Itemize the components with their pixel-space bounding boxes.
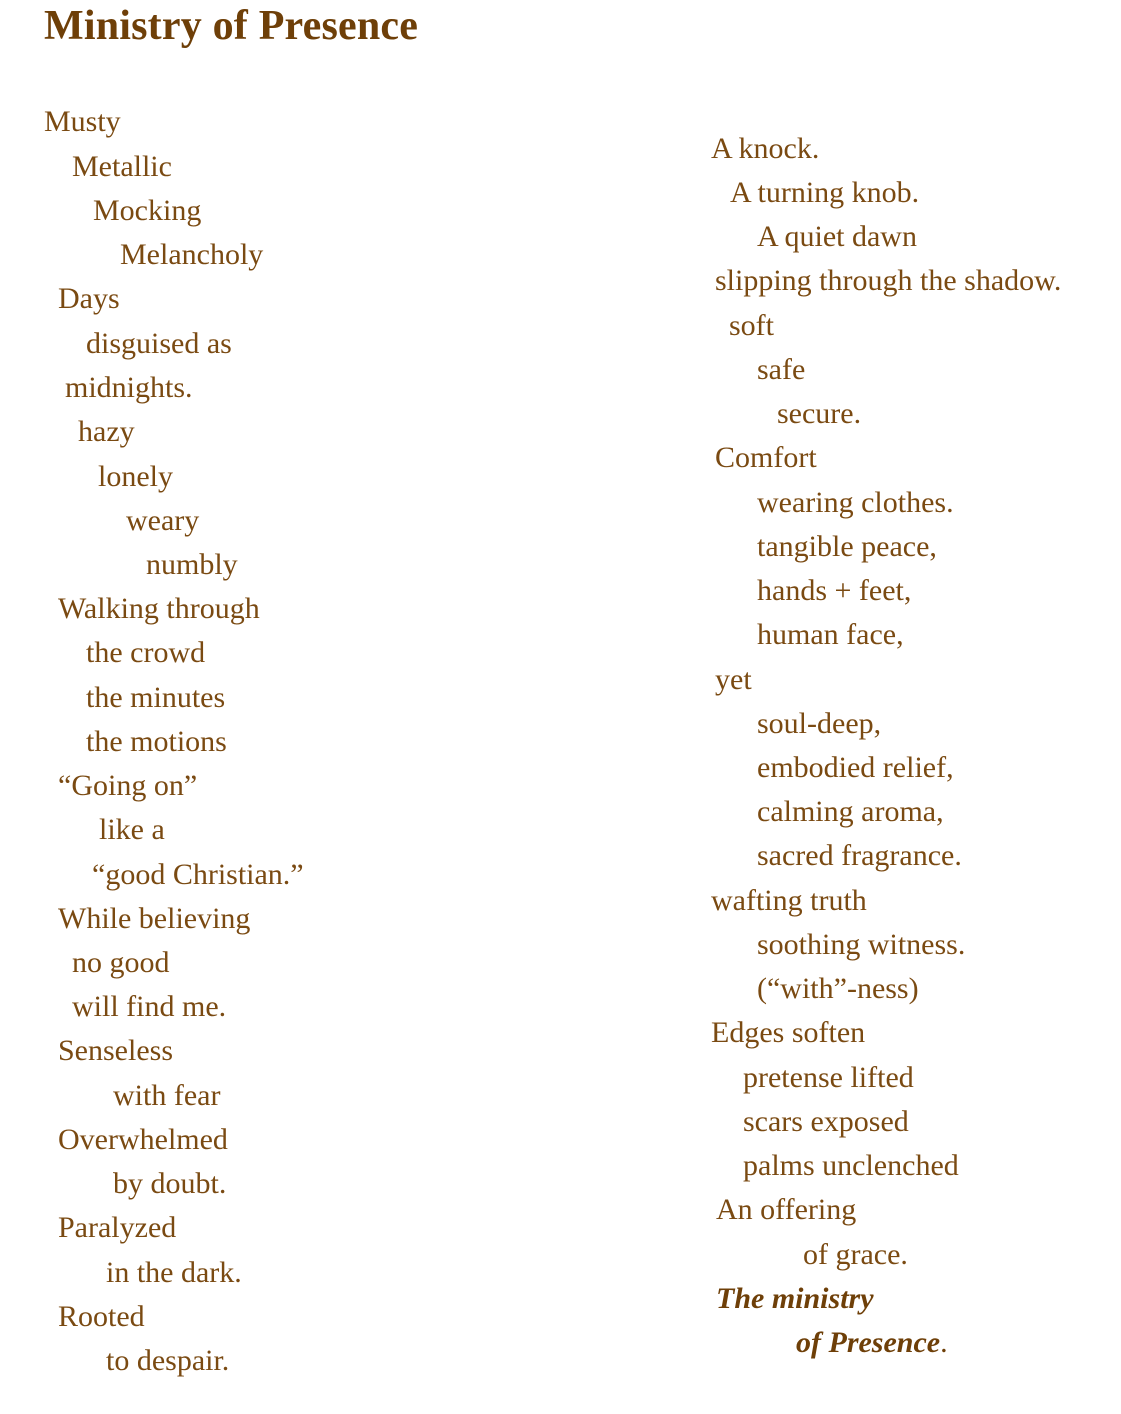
poem-line: soft — [729, 309, 774, 342]
poem-line: weary — [126, 504, 200, 537]
poem-line: (“with”-ness) — [757, 972, 919, 1005]
poem-line: Musty — [44, 105, 121, 138]
poem-line: wearing clothes. — [757, 486, 954, 519]
poem-line: by doubt. — [113, 1167, 227, 1200]
poem-line: like a — [99, 813, 165, 846]
poem-line: numbly — [146, 548, 238, 581]
poem-line: in the dark. — [106, 1256, 242, 1289]
poem-line: secure. — [777, 397, 862, 430]
poem-line: Melancholy — [120, 238, 264, 271]
poem-line: calming aroma, — [757, 795, 944, 828]
poem-line: Edges soften — [711, 1016, 866, 1049]
poem-line: the motions — [86, 725, 227, 758]
poem-line: slipping through the shadow. — [715, 264, 1062, 297]
poem-closing-period: . — [940, 1326, 948, 1359]
poem-line: no good — [72, 946, 170, 979]
poem-line: Senseless — [58, 1034, 173, 1067]
poem-line: wafting truth — [711, 884, 867, 917]
poem-line: scars exposed — [743, 1105, 909, 1138]
poem-line: “good Christian.” — [92, 858, 304, 891]
poem-line: Mocking — [93, 194, 202, 227]
poem-closing-emphasis: of Presence — [796, 1326, 941, 1359]
poem-line: safe — [757, 353, 806, 386]
poem-closing-line-2 — [796, 1325, 948, 1361]
poem-line: tangible peace, — [757, 530, 937, 563]
poem-line: hands + feet, — [757, 574, 912, 607]
poem-closing-line-1: The ministry — [716, 1282, 874, 1315]
poem-line: While believing — [58, 902, 251, 935]
poem-line: A quiet dawn — [757, 220, 917, 253]
poem-line: Metallic — [72, 150, 172, 183]
poem-line: An offering — [716, 1193, 857, 1226]
poem-line: palms unclenched — [743, 1149, 959, 1182]
poem-line: will find me. — [72, 990, 227, 1023]
poem-line: Walking through — [58, 592, 260, 625]
poem-line: “Going on” — [58, 769, 198, 802]
poem-line: lonely — [98, 460, 173, 493]
poem-line: disguised as — [86, 327, 232, 360]
poem-line: to despair. — [106, 1344, 230, 1377]
poem-line: Rooted — [58, 1300, 145, 1333]
poem-line: Overwhelmed — [58, 1123, 228, 1156]
poem-line: sacred fragrance. — [757, 839, 962, 872]
poem-line: hazy — [78, 415, 135, 448]
poem-line: with fear — [113, 1079, 221, 1112]
poem-line: of grace. — [803, 1238, 908, 1271]
poem-line: embodied relief, — [757, 751, 954, 784]
poem-line: A turning knob. — [730, 176, 920, 209]
poem-line: Paralyzed — [58, 1211, 177, 1244]
poem-line: A knock. — [711, 132, 820, 165]
poem-line: human face, — [757, 618, 904, 651]
page-title: Ministry of Presence — [44, 3, 419, 49]
poem-line: yet — [715, 663, 752, 696]
poem-line: the minutes — [86, 681, 226, 714]
poem-line: Comfort — [715, 441, 817, 474]
poem-line: soul-deep, — [757, 707, 882, 740]
poem-line: Days — [58, 282, 120, 315]
poem-line: the crowd — [86, 636, 206, 669]
poem-line: pretense lifted — [743, 1061, 914, 1094]
poem-line: soothing witness. — [757, 928, 966, 961]
poem-line: midnights. — [65, 371, 193, 404]
